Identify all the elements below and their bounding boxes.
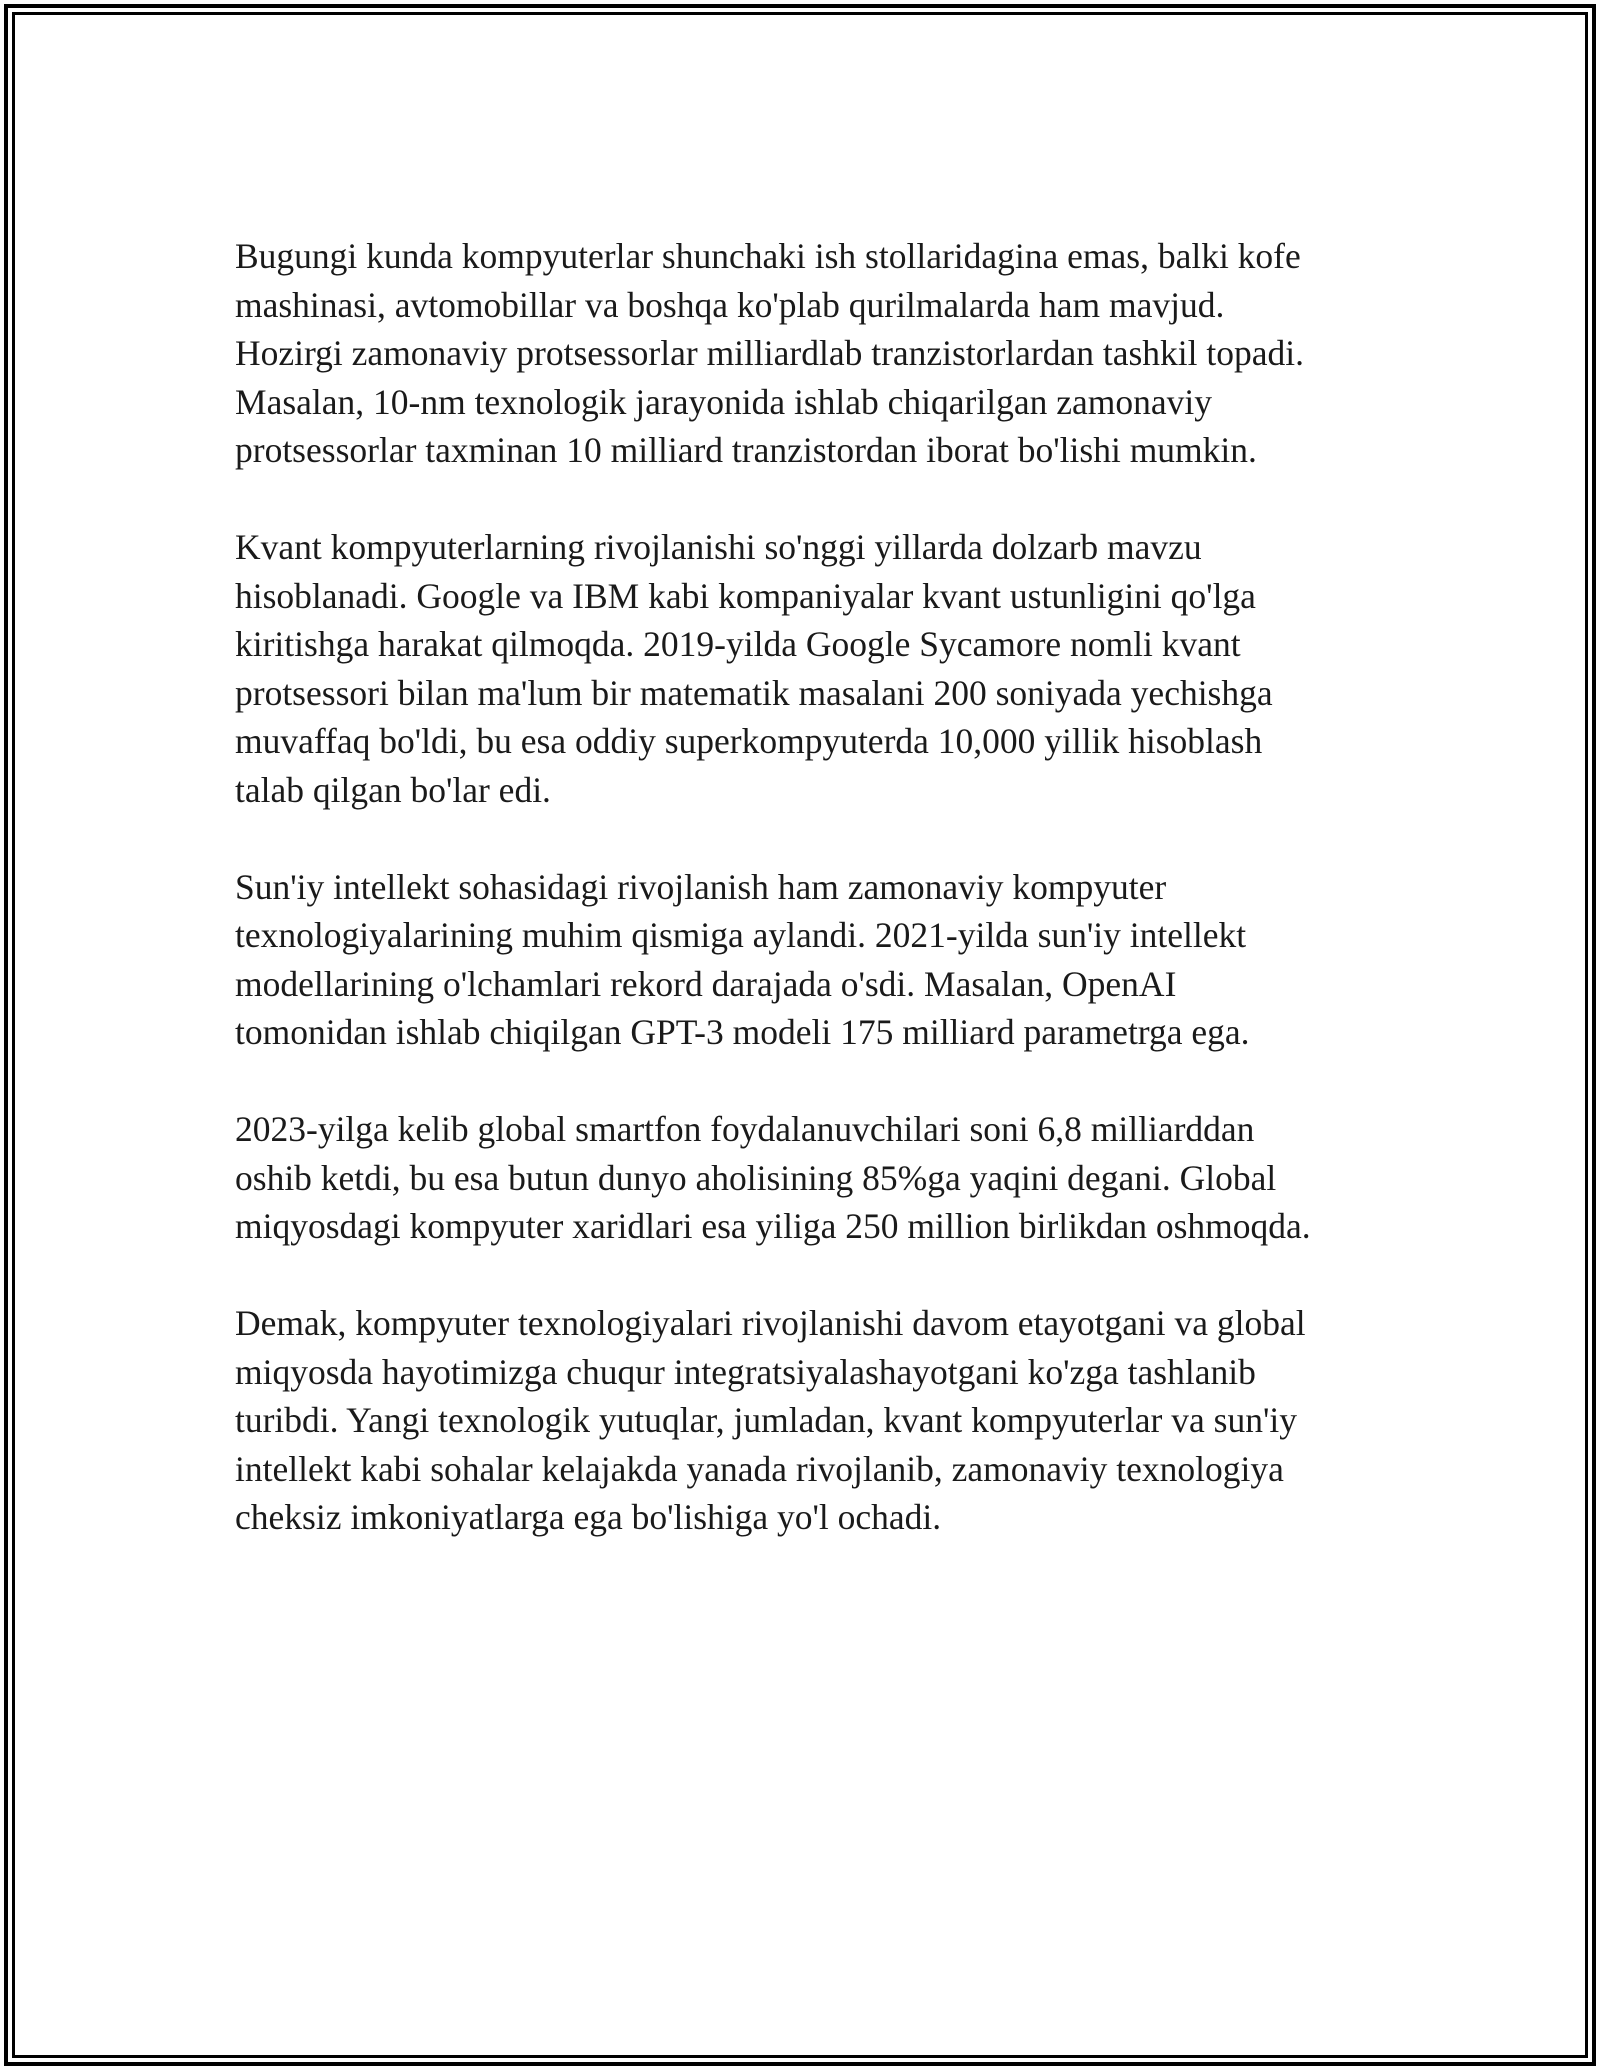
- paragraph-computers-everywhere: Bugungi kunda kompyuterlar shunchaki ish stollaridagina emas, balki kofe mashinasi, avtomobillar va boshqa ko'plab qurilmalarda ham mavjud. Hozirgi zamonaviy protsessorlar milliardlab tranzistorlardan tashkil topadi. Masalan, 10-nm texnologik jarayonida ishlab chiqarilgan zamonaviy protsessorlar taxminan 10 milliard tranzistordan iborat bo'lishi mumkin.: [235, 236, 1304, 470]
- paragraph-quantum-computing: Kvant kompyuterlarning rivojlanishi so'nggi yillarda dolzarb mavzu hisoblanadi. Google va IBM kabi kompaniyalar kvant ustunligini qo'lga kiritishga harakat qilmoqda. 2019-yilda Google Sycamore nomli kvant protsessori bilan ma'lum bir matematik masalani 200 soniyada yechishga muvaffaq bo'ldi, bu esa oddiy superkompyuterda 10,000 yillik hisoblash talab qilgan bo'lar edi.: [235, 527, 1273, 810]
- document-body: [235, 232, 1365, 1590]
- paragraph-artificial-intelligence: Sun'iy intellekt sohasidagi rivojlanish ham zamonaviy kompyuter texnologiyalarining muhim qismiga aylandi. 2021-yilda sun'iy intellekt modellarining o'lchamlari rekord darajada o'sdi. Masalan, OpenAI tomonidan ishlab chiqilgan GPT-3 modeli 175 milliard parametrga ega.: [235, 866, 1250, 1052]
- paragraph-conclusion: Demak, kompyuter texnologiyalari rivojlanishi davom etayotgani va global miqyosda hayotimizga chuqur integratsiyalashayotgani ko'zga tashlanib turibdi. Yangi texnologik yutuqlar, jumladan, kvant kompyuterlar va sun'iy intellekt kabi sohalar kelajakda yanada rivojlanib, zamonaviy texnologiya cheksiz imkoniyatlarga ega bo'lishiga yo'l ochadi.: [235, 1303, 1306, 1537]
- paragraph-smartphone-users: 2023-yilga kelib global smartfon foydalanuvchilari soni 6,8 milliarddan oshib ketdi, bu esa butun dunyo aholisining 85%ga yaqini degani. Global miqyosdagi kompyuter xaridlari esa yiliga 250 million birlikdan oshmoqda.: [235, 1109, 1311, 1246]
